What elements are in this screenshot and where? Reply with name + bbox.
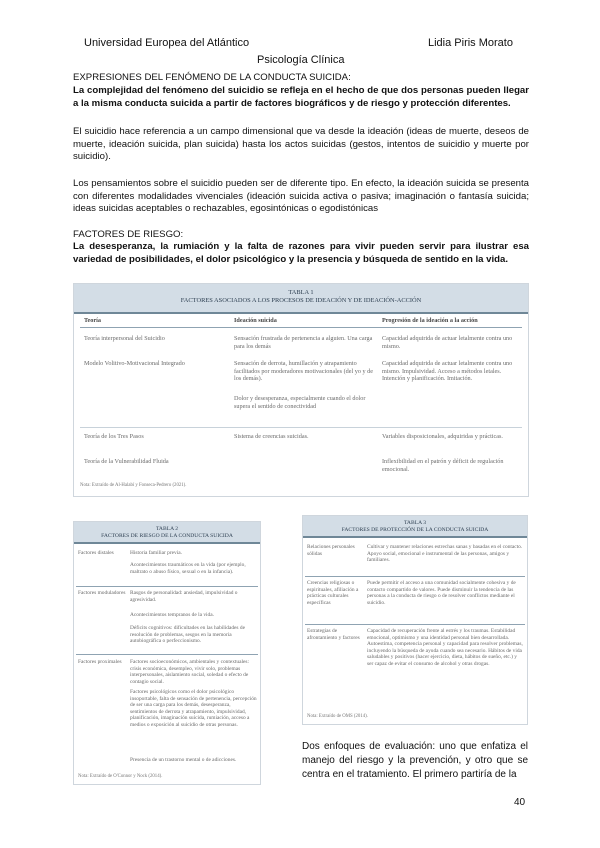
table-1-rule xyxy=(80,427,522,428)
table-2-row3-factor: Factores moduladores xyxy=(78,590,126,596)
table-3-rule xyxy=(305,576,525,577)
paragraph-desesperanza: La desesperanza, la rumiación y la falta de razones para vivir pueden servir para ilustrar esa variedad de posibilidades, el dolor psicológico y la presencia y búsqueda de sentido en la vida. xyxy=(73,241,529,265)
table-1 xyxy=(73,283,529,497)
table-1-row2-progresion: Capacidad adquirida de actuar letalmente contra uno mismo. Impulsividad. Acceso a métodos letales. Intención y planificación. Imitación. xyxy=(382,360,513,382)
table-1-row5-teoria: Teoría de la Vulnerabilidad Fluida xyxy=(84,458,169,465)
table-2-row1-desc: Historia familiar previa. xyxy=(130,550,182,556)
table-1-col-progresion: Progresión de la ideación a la acción xyxy=(382,317,478,324)
section-title-factores: FACTORES DE RIESGO: xyxy=(73,229,184,240)
table-2 xyxy=(73,521,261,785)
header-author: Lidia Piris Morato xyxy=(428,37,513,49)
table-1-row1-teoria: Teoría interpersonal del Suicidio xyxy=(84,335,165,342)
table-3-row3-desc: Capacidad de recuperación frente al estrés y los traumas. Estabilidad emocional, optimismo y una identidad personal bien desarrollada. Autoestima, competencia personal y capacidad para resolver problemas, incluyendo la búsqueda de ayuda cuando sea necesario. Hábitos de vida saludables y positivos (hacer ejercicio, dieta, hábitos de sueño, etc.) y ser capaz de evitar el consumo de alcohol y otras drogas. xyxy=(367,628,523,667)
paragraph-pensamientos: Los pensamientos sobre el suicidio pueden ser de diferente tipo. En efecto, la ideación suicida se presenta con diferentes modalidades vivenciales (ideación suicida activa o pasiva; imaginación o fantasía suicida; ideas suicidas aceptables o rechazables, egosintónicas o egodistónicas xyxy=(73,178,529,215)
table-1-label: TABLA 1 xyxy=(288,289,314,296)
header-institution: Universidad Europea del Atlántico xyxy=(84,37,250,49)
table-1-row4-progresion: Variables disposicionales, adquiridas y prácticas. xyxy=(382,433,503,440)
table-3-row1-factor: Relaciones personales sólidas xyxy=(307,544,355,557)
table-1-row2-teoria: Modelo Volitivo-Motivacional Integrado xyxy=(84,360,185,367)
table-3-row2-desc: Puede permitir el acceso a una comunidad socialmente cohesiva y de contacto compartido de valores. Puede disminuir la tendencia de las personas a la conducta de riesgo o de resolver conflictos mediante el suicidio. xyxy=(367,580,516,606)
table-1-row4-ideacion: Sistema de creencias suicidas. xyxy=(234,433,309,440)
table-1-col-teoria: Teoría xyxy=(84,317,101,324)
table-1-row1-progresion: Capacidad adquirida de actuar letalmente contra uno mismo. xyxy=(382,335,513,350)
paragraph-suicidio-dimensional: El suicidio hace referencia a un campo dimensional que va desde la ideación (ideas de muerte, deseos de muerte, ideación suicida, plan suicida) hasta los actos suicidas (gestos, intentos de suicidio y muerte por suicidio). xyxy=(73,126,529,163)
table-3-source: Nota: Extraído de OMS (2014). xyxy=(307,714,368,719)
table-2-row2-desc: Acontecimientos traumáticos en la vida (por ejemplo, maltrato o abuso físico, sexual o en la infancia). xyxy=(130,562,246,575)
table-1-row1-ideacion: Sensación frustrada de pertenencia a alguien. Una carga para los demás xyxy=(234,335,373,350)
table-2-label: TABLA 2 xyxy=(155,526,179,532)
table-3 xyxy=(302,515,528,725)
table-3-row3-factor: Estrategias de afrontamiento y factores xyxy=(307,628,360,641)
table-2-source: Nota: Extraído de O'Connor y Nock (2014). xyxy=(78,774,163,779)
table-2-row6-desc: Factores socioeconómicos, ambientales y contextuales: crisis económica, desempleo, vivir solo, problemas interpersonales, aislamiento social, soledad o efecto de contagio social. xyxy=(130,659,250,685)
table-1-row3-ideacion: Dolor y desesperanza, especialmente cuando el dolor supera el sentido de conectividad xyxy=(234,395,366,410)
table-1-row4-teoria: Teoría de los Tres Pasos xyxy=(84,433,144,440)
table-2-row8-desc: Presencia de un trastorno mental o de adicciones. xyxy=(130,757,237,763)
table-3-header-band xyxy=(303,516,527,538)
header-course: Psicología Clínica xyxy=(257,54,345,66)
table-1-title: FACTORES ASOCIADOS A LOS PROCESOS DE IDEACIÓN Y DE IDEACIÓN-ACCIÓN xyxy=(180,297,422,304)
table-2-header-band xyxy=(74,522,260,544)
table-1-col-ideacion: Ideación suicida xyxy=(234,317,277,324)
paragraph-lead: La complejidad del fenómeno del suicidio se refleja en el hecho de que dos personas pueden llegar a la misma conducta suicida a partir de factores biográficos y de riesgo y protección diferentes. xyxy=(73,85,529,109)
table-1-rule xyxy=(80,327,522,328)
section-title-expresiones: EXPRESIONES DEL FENÓMENO DE LA CONDUCTA SUICIDA: xyxy=(73,72,351,83)
table-2-row5-desc: Déficits cognitivos: dificultades en las habilidades de resolución de problemas, sesgos en la memoria autobiográfica o perfeccionismo. xyxy=(130,625,245,645)
table-1-row2-ideacion: Sensación de derrota, humillación y atrapamiento facilitados por moderadores motivacionales (del yo y de los demás). xyxy=(234,360,374,382)
table-3-label: TABLA 3 xyxy=(403,520,427,526)
table-3-row1-desc: Cultivar y mantener relaciones estrechas sanas y basadas en el contacto. Apoyo social, emocional e instrumental de las personas, amigos y familiares. xyxy=(367,544,523,564)
table-2-row1-factor: Factores distales xyxy=(78,550,114,556)
table-1-header-band xyxy=(74,284,528,314)
table-2-title: FACTORES DE RIESGO DE LA CONDUCTA SUICIDA xyxy=(101,533,233,539)
table-2-row4-desc: Acontecimientos tempranos de la vida. xyxy=(130,612,214,618)
page-number: 40 xyxy=(514,797,526,808)
table-2-rule xyxy=(76,586,258,587)
table-1-source: Nota: Extraído de Al-Halabí y Fonseca-Pedrero (2021). xyxy=(80,483,187,488)
table-1-row5-progresion: Inflexibilidad en el patrón y déficit de regulación emocional. xyxy=(382,458,504,473)
table-2-row3-desc: Rasgos de personalidad: ansiedad, impulsividad o agresividad. xyxy=(130,590,238,603)
table-2-row7-desc: Factores psicológicos como el dolor psicológico insoportable, falta de sensación de pertenencia, percepción de ser una carga para los demás, desesperanza, sentimientos de derrota y atrapamiento, impulsividad, planificación, imaginación suicida, rumiación, acceso a medios o exposición al suicidio de otras personas. xyxy=(130,689,257,728)
table-2-row6-factor: Factores proximales xyxy=(78,659,122,665)
table-3-rule xyxy=(305,624,525,625)
table-2-rule xyxy=(76,654,258,655)
table-3-row2-factor: Creencias religiosas o espirituales, afiliación a prácticas culturales específicas xyxy=(307,580,359,606)
paragraph-enfoques: Dos enfoques de evaluación: uno que enfatiza el manejo del riesgo y la prevención, y otro que se centra en el tratamiento. El primero partiría de la xyxy=(302,741,528,780)
table-3-title: FACTORES DE PROTECCIÓN DE LA CONDUCTA SUICIDA xyxy=(341,527,489,533)
